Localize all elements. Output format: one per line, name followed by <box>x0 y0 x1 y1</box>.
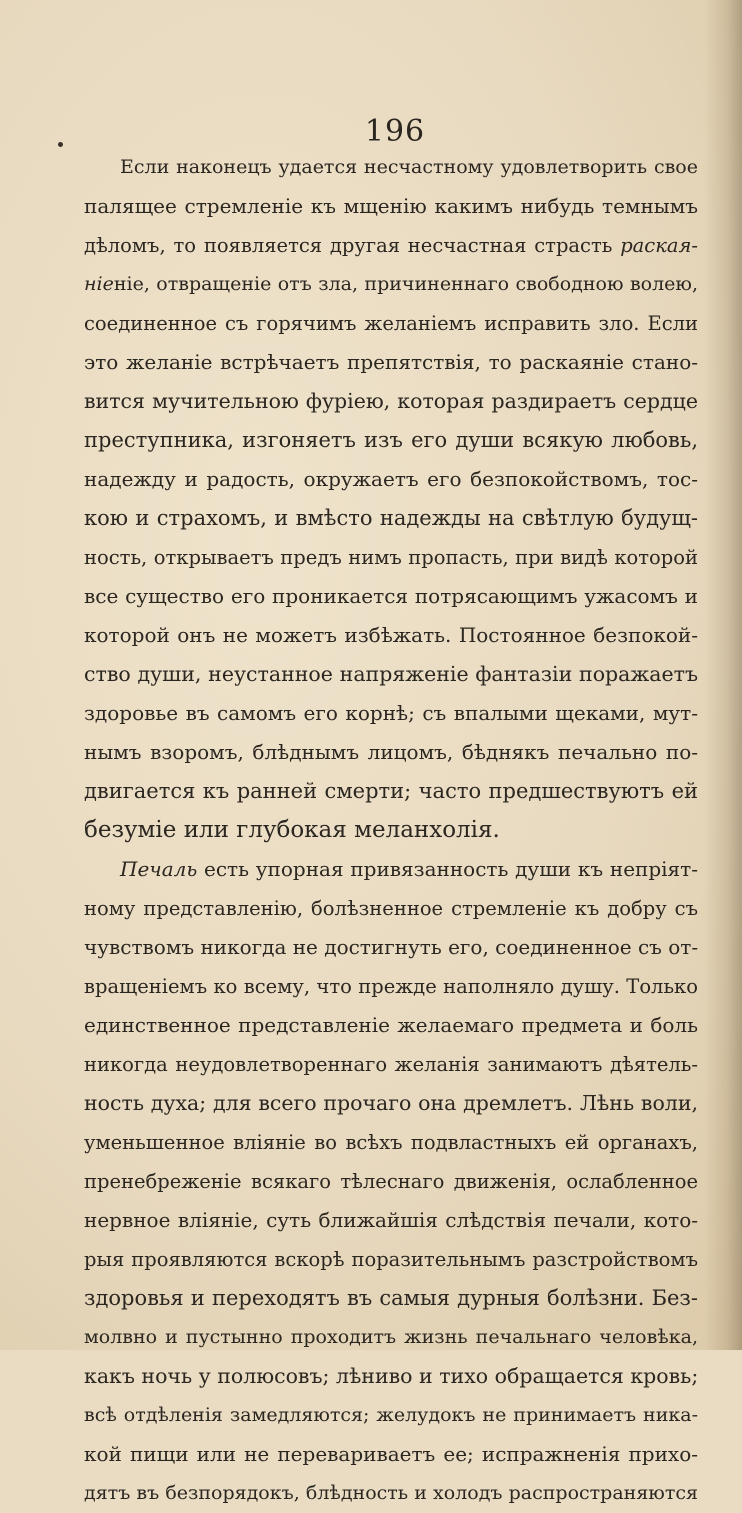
text-line: уменьшенное вліяніе во всѣхъ подвластныхъ ей органахъ, <box>84 1131 698 1154</box>
text-line: рыя проявляются вскорѣ поразительнымъ разстройствомъ <box>84 1248 698 1271</box>
text-line: кою и страхомъ, и вмѣсто надежды на свѣтлую будущ- <box>84 506 698 530</box>
text-line: ность духа; для всего прочаго она дремлетъ. Лѣнь воли, <box>84 1091 698 1115</box>
text-line: вращеніемъ ко всему, что прежде наполняло душу. Только <box>84 975 698 998</box>
text-line: какъ ночь у полюсовъ; лѣниво и тихо обращается кровь; <box>84 1364 699 1388</box>
text-fragment: ніе, отвращеніе отъ зла, причиненнаго свободною волею, <box>113 273 698 295</box>
text-line: пренебреженіе всякаго тѣлеснаго движенія, ослабленное <box>84 1170 698 1193</box>
text-line: здоровье въ самомъ его корнѣ; съ впалыми щеками, мут- <box>84 701 698 725</box>
text-line: Если наконецъ удается несчастному удовлетворить свое <box>120 156 698 178</box>
page-gutter-shadow <box>704 0 742 1350</box>
text-line: все существо его проникается потрясающимъ ужасомъ и <box>84 584 698 608</box>
text-line: здоровья и переходятъ въ самыя дурныя болѣзни. Без- <box>84 1286 698 1310</box>
text-line: вится мучительною фуріею, которая раздираетъ сердце <box>84 389 698 413</box>
text-line: кой пищи или не переваривaетъ ее; испражненія прихо- <box>84 1442 698 1466</box>
text-line: это желаніе встрѣчаетъ препятствія, то раскаяніе стано- <box>84 350 698 374</box>
text-line: палящее стремленіе къ мщенію какимъ нибудь темнымъ <box>84 194 698 218</box>
text-line: чувствомъ никогда не достигнуть его, соединенное съ от- <box>84 935 699 959</box>
text-line: соединенное съ горячимъ желаніемъ исправить зло. Если <box>84 312 698 335</box>
text-line: преступника, изгоняетъ изъ его души всякую любовь, <box>84 428 698 452</box>
text-line: всѣ отдѣленія замедляются; желудокъ не принимаетъ ника- <box>84 1404 698 1426</box>
italic-term: Печаль <box>120 857 198 881</box>
text-line: ство души, неустанное напряженіе фантазіи поражаетъ <box>84 662 698 686</box>
italic-term: раская- <box>620 234 698 257</box>
text-line <box>84 226 698 265</box>
text-line: нервное вліяніе, суть ближайшія слѣдствія печали, кото- <box>84 1208 698 1232</box>
text-line <box>84 265 698 304</box>
text-line: двигается къ ранней смерти; часто предшествуютъ ей <box>84 779 698 803</box>
text-fragment: дѣломъ, то появляется другая несчастная страсть <box>84 234 621 257</box>
text-line: молвно и пустынно проходитъ жизнь печальнаго человѣка, <box>84 1326 698 1348</box>
text-line: нымъ взоромъ, блѣднымъ лицомъ, бѣднякъ печально по- <box>84 740 698 764</box>
page-number: 196 <box>364 114 426 149</box>
text-line: которой онъ не можетъ избѣжать. Постоянное безпокой- <box>84 623 698 647</box>
text-line: ность, открываетъ предъ нимъ пропасть, при видѣ которой <box>84 546 698 569</box>
text-fragment: есть упорная привязанность души къ непріят- <box>197 857 698 881</box>
body-text <box>84 148 698 1513</box>
text-line: никогда неудовлетвореннаго желанія занимаютъ дѣятель- <box>84 1053 698 1076</box>
text-line: безуміе или глубокая меланхолія. <box>84 817 500 843</box>
text-line: единственное представленіе желаемаго предмета и боль <box>84 1013 698 1037</box>
text-line: дятъ въ безпорядокъ, блѣдность и холодъ распространяются <box>84 1482 698 1504</box>
text-line <box>84 850 698 889</box>
text-line: надежду и радость, окружаетъ его безпокойствомъ, тос- <box>84 467 698 491</box>
italic-term: ніе <box>84 273 114 295</box>
text-line: ному представленію, болѣзненное стремленіе къ добру съ <box>84 897 698 920</box>
